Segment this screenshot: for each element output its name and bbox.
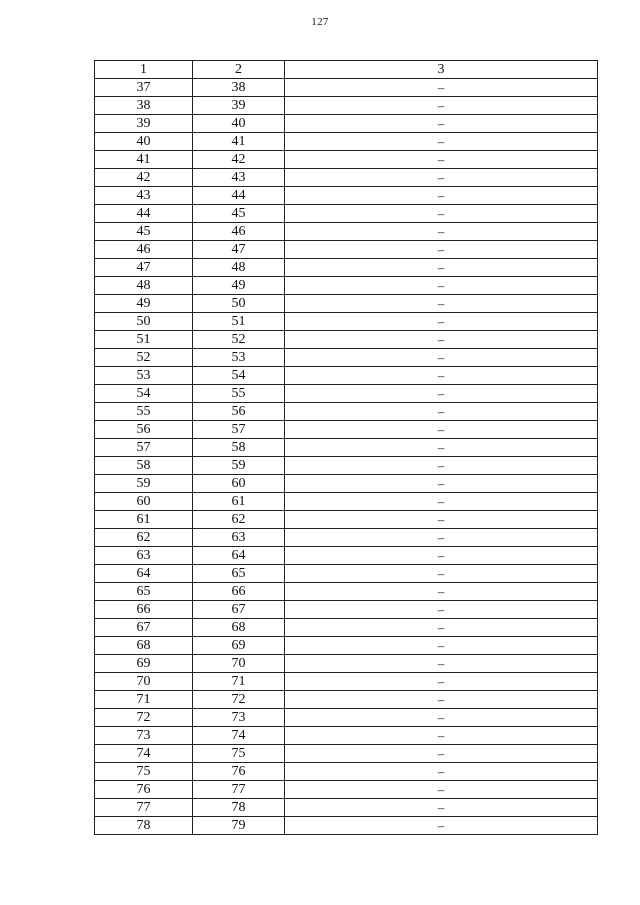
table-cell-col-2: 61 bbox=[193, 493, 285, 511]
table-cell-col-1: 60 bbox=[95, 493, 193, 511]
table-cell-col-2: 56 bbox=[193, 403, 285, 421]
table-cell-col-1: 49 bbox=[95, 295, 193, 313]
table-row bbox=[95, 745, 598, 763]
table-cell-col-1: 38 bbox=[95, 97, 193, 115]
column-header-1: 1 bbox=[95, 61, 193, 79]
table-cell-col-3: – bbox=[285, 745, 598, 763]
table-cell-col-1: 65 bbox=[95, 583, 193, 601]
table-row bbox=[95, 385, 598, 403]
table-row bbox=[95, 421, 598, 439]
table-cell-col-2: 42 bbox=[193, 151, 285, 169]
table-row bbox=[95, 799, 598, 817]
table-row bbox=[95, 727, 598, 745]
table-cell-col-1: 70 bbox=[95, 673, 193, 691]
table-row bbox=[95, 331, 598, 349]
table-body bbox=[95, 79, 598, 835]
table-cell-col-1: 66 bbox=[95, 601, 193, 619]
table-cell-col-2: 48 bbox=[193, 259, 285, 277]
table-cell-col-2: 38 bbox=[193, 79, 285, 97]
table-cell-col-2: 64 bbox=[193, 547, 285, 565]
table-cell-col-3: – bbox=[285, 727, 598, 745]
table-row bbox=[95, 529, 598, 547]
table-cell-col-2: 75 bbox=[193, 745, 285, 763]
table-row bbox=[95, 439, 598, 457]
table-cell-col-1: 52 bbox=[95, 349, 193, 367]
table-cell-col-3: – bbox=[285, 601, 598, 619]
table-cell-col-3: – bbox=[285, 313, 598, 331]
table-row bbox=[95, 457, 598, 475]
table-cell-col-2: 65 bbox=[193, 565, 285, 583]
table-cell-col-2: 39 bbox=[193, 97, 285, 115]
table-cell-col-1: 76 bbox=[95, 781, 193, 799]
table-cell-col-2: 72 bbox=[193, 691, 285, 709]
table-row bbox=[95, 583, 598, 601]
header-row bbox=[95, 61, 598, 79]
table-cell-col-2: 74 bbox=[193, 727, 285, 745]
table-cell-col-1: 54 bbox=[95, 385, 193, 403]
table-row bbox=[95, 313, 598, 331]
table-row bbox=[95, 367, 598, 385]
table-cell-col-1: 53 bbox=[95, 367, 193, 385]
table-cell-col-2: 49 bbox=[193, 277, 285, 295]
table-cell-col-1: 75 bbox=[95, 763, 193, 781]
table-cell-col-1: 63 bbox=[95, 547, 193, 565]
table-cell-col-1: 51 bbox=[95, 331, 193, 349]
table-cell-col-3: – bbox=[285, 295, 598, 313]
table-cell-col-3: – bbox=[285, 385, 598, 403]
table-cell-col-1: 69 bbox=[95, 655, 193, 673]
table-row bbox=[95, 295, 598, 313]
table-cell-col-3: – bbox=[285, 331, 598, 349]
table-cell-col-2: 73 bbox=[193, 709, 285, 727]
table-cell-col-1: 39 bbox=[95, 115, 193, 133]
table-row bbox=[95, 475, 598, 493]
data-table bbox=[94, 60, 598, 835]
table-row bbox=[95, 79, 598, 97]
table-cell-col-1: 57 bbox=[95, 439, 193, 457]
table-cell-col-3: – bbox=[285, 457, 598, 475]
table-row bbox=[95, 259, 598, 277]
table-cell-col-2: 67 bbox=[193, 601, 285, 619]
table-cell-col-1: 42 bbox=[95, 169, 193, 187]
table-cell-col-3: – bbox=[285, 349, 598, 367]
table-cell-col-1: 56 bbox=[95, 421, 193, 439]
table-row bbox=[95, 205, 598, 223]
table-cell-col-3: – bbox=[285, 817, 598, 835]
table-cell-col-1: 72 bbox=[95, 709, 193, 727]
table-cell-col-1: 77 bbox=[95, 799, 193, 817]
table-cell-col-1: 41 bbox=[95, 151, 193, 169]
table-cell-col-2: 54 bbox=[193, 367, 285, 385]
table-cell-col-3: – bbox=[285, 673, 598, 691]
table-cell-col-2: 79 bbox=[193, 817, 285, 835]
table-cell-col-3: – bbox=[285, 403, 598, 421]
column-header-2: 2 bbox=[193, 61, 285, 79]
table-cell-col-3: – bbox=[285, 259, 598, 277]
table-row bbox=[95, 691, 598, 709]
table-cell-col-2: 57 bbox=[193, 421, 285, 439]
table-row bbox=[95, 619, 598, 637]
table-row bbox=[95, 781, 598, 799]
table-cell-col-1: 58 bbox=[95, 457, 193, 475]
table-row bbox=[95, 565, 598, 583]
table-cell-col-3: – bbox=[285, 511, 598, 529]
table-cell-col-1: 55 bbox=[95, 403, 193, 421]
table-cell-col-2: 50 bbox=[193, 295, 285, 313]
table-cell-col-1: 67 bbox=[95, 619, 193, 637]
table-cell-col-3: – bbox=[285, 187, 598, 205]
table-cell-col-1: 50 bbox=[95, 313, 193, 331]
table-cell-col-3: – bbox=[285, 151, 598, 169]
table-row bbox=[95, 493, 598, 511]
table-cell-col-3: – bbox=[285, 547, 598, 565]
table-cell-col-2: 78 bbox=[193, 799, 285, 817]
table-cell-col-1: 64 bbox=[95, 565, 193, 583]
table-cell-col-1: 46 bbox=[95, 241, 193, 259]
table-cell-col-1: 40 bbox=[95, 133, 193, 151]
table-cell-col-3: – bbox=[285, 205, 598, 223]
table-row bbox=[95, 511, 598, 529]
table-cell-col-3: – bbox=[285, 367, 598, 385]
table-cell-col-2: 77 bbox=[193, 781, 285, 799]
table-cell-col-1: 61 bbox=[95, 511, 193, 529]
table-cell-col-3: – bbox=[285, 619, 598, 637]
table-cell-col-1: 73 bbox=[95, 727, 193, 745]
table-row bbox=[95, 817, 598, 835]
table-cell-col-3: – bbox=[285, 169, 598, 187]
table-cell-col-3: – bbox=[285, 241, 598, 259]
table-cell-col-3: – bbox=[285, 691, 598, 709]
table-row bbox=[95, 547, 598, 565]
table-cell-col-3: – bbox=[285, 475, 598, 493]
table-cell-col-2: 47 bbox=[193, 241, 285, 259]
table-cell-col-2: 68 bbox=[193, 619, 285, 637]
table-cell-col-2: 71 bbox=[193, 673, 285, 691]
table-row bbox=[95, 637, 598, 655]
table-cell-col-2: 59 bbox=[193, 457, 285, 475]
table-cell-col-3: – bbox=[285, 799, 598, 817]
table-cell-col-2: 40 bbox=[193, 115, 285, 133]
table-header bbox=[95, 61, 598, 79]
table-cell-col-1: 37 bbox=[95, 79, 193, 97]
table-cell-col-2: 46 bbox=[193, 223, 285, 241]
table-row bbox=[95, 763, 598, 781]
table-row bbox=[95, 241, 598, 259]
table-cell-col-2: 58 bbox=[193, 439, 285, 457]
table-cell-col-3: – bbox=[285, 115, 598, 133]
table-cell-col-1: 45 bbox=[95, 223, 193, 241]
table-cell-col-2: 63 bbox=[193, 529, 285, 547]
table-cell-col-1: 78 bbox=[95, 817, 193, 835]
table-cell-col-2: 44 bbox=[193, 187, 285, 205]
table-cell-col-3: – bbox=[285, 637, 598, 655]
table-cell-col-2: 69 bbox=[193, 637, 285, 655]
column-header-3: 3 bbox=[285, 61, 598, 79]
table-cell-col-2: 55 bbox=[193, 385, 285, 403]
table-row bbox=[95, 187, 598, 205]
table-cell-col-2: 41 bbox=[193, 133, 285, 151]
table-cell-col-2: 43 bbox=[193, 169, 285, 187]
table-cell-col-1: 62 bbox=[95, 529, 193, 547]
page-number: 127 bbox=[311, 16, 329, 28]
table-cell-col-1: 47 bbox=[95, 259, 193, 277]
table-cell-col-2: 51 bbox=[193, 313, 285, 331]
table-row bbox=[95, 115, 598, 133]
table-cell-col-3: – bbox=[285, 133, 598, 151]
table-row bbox=[95, 349, 598, 367]
table-cell-col-3: – bbox=[285, 709, 598, 727]
table-cell-col-1: 43 bbox=[95, 187, 193, 205]
table-cell-col-2: 52 bbox=[193, 331, 285, 349]
table-row bbox=[95, 403, 598, 421]
table-cell-col-3: – bbox=[285, 97, 598, 115]
table-cell-col-1: 68 bbox=[95, 637, 193, 655]
table-cell-col-1: 48 bbox=[95, 277, 193, 295]
table-cell-col-3: – bbox=[285, 493, 598, 511]
table-cell-col-3: – bbox=[285, 223, 598, 241]
table-cell-col-2: 76 bbox=[193, 763, 285, 781]
table-cell-col-1: 71 bbox=[95, 691, 193, 709]
table-cell-col-3: – bbox=[285, 655, 598, 673]
table-cell-col-3: – bbox=[285, 565, 598, 583]
table-cell-col-1: 44 bbox=[95, 205, 193, 223]
table-row bbox=[95, 169, 598, 187]
table-row bbox=[95, 133, 598, 151]
table-row bbox=[95, 655, 598, 673]
table-cell-col-3: – bbox=[285, 781, 598, 799]
table-row bbox=[95, 673, 598, 691]
table-row bbox=[95, 97, 598, 115]
table-cell-col-2: 66 bbox=[193, 583, 285, 601]
table-row bbox=[95, 277, 598, 295]
table-row bbox=[95, 601, 598, 619]
table-cell-col-3: – bbox=[285, 763, 598, 781]
table-cell-col-3: – bbox=[285, 79, 598, 97]
table-cell-col-2: 53 bbox=[193, 349, 285, 367]
table-row bbox=[95, 709, 598, 727]
table-cell-col-1: 59 bbox=[95, 475, 193, 493]
table-cell-col-2: 62 bbox=[193, 511, 285, 529]
table-cell-col-3: – bbox=[285, 439, 598, 457]
table-cell-col-3: – bbox=[285, 277, 598, 295]
table-cell-col-3: – bbox=[285, 529, 598, 547]
table-cell-col-2: 70 bbox=[193, 655, 285, 673]
table-cell-col-3: – bbox=[285, 421, 598, 439]
table-cell-col-3: – bbox=[285, 583, 598, 601]
table-row bbox=[95, 151, 598, 169]
table-cell-col-2: 60 bbox=[193, 475, 285, 493]
table-row bbox=[95, 223, 598, 241]
table-cell-col-1: 74 bbox=[95, 745, 193, 763]
table-cell-col-2: 45 bbox=[193, 205, 285, 223]
